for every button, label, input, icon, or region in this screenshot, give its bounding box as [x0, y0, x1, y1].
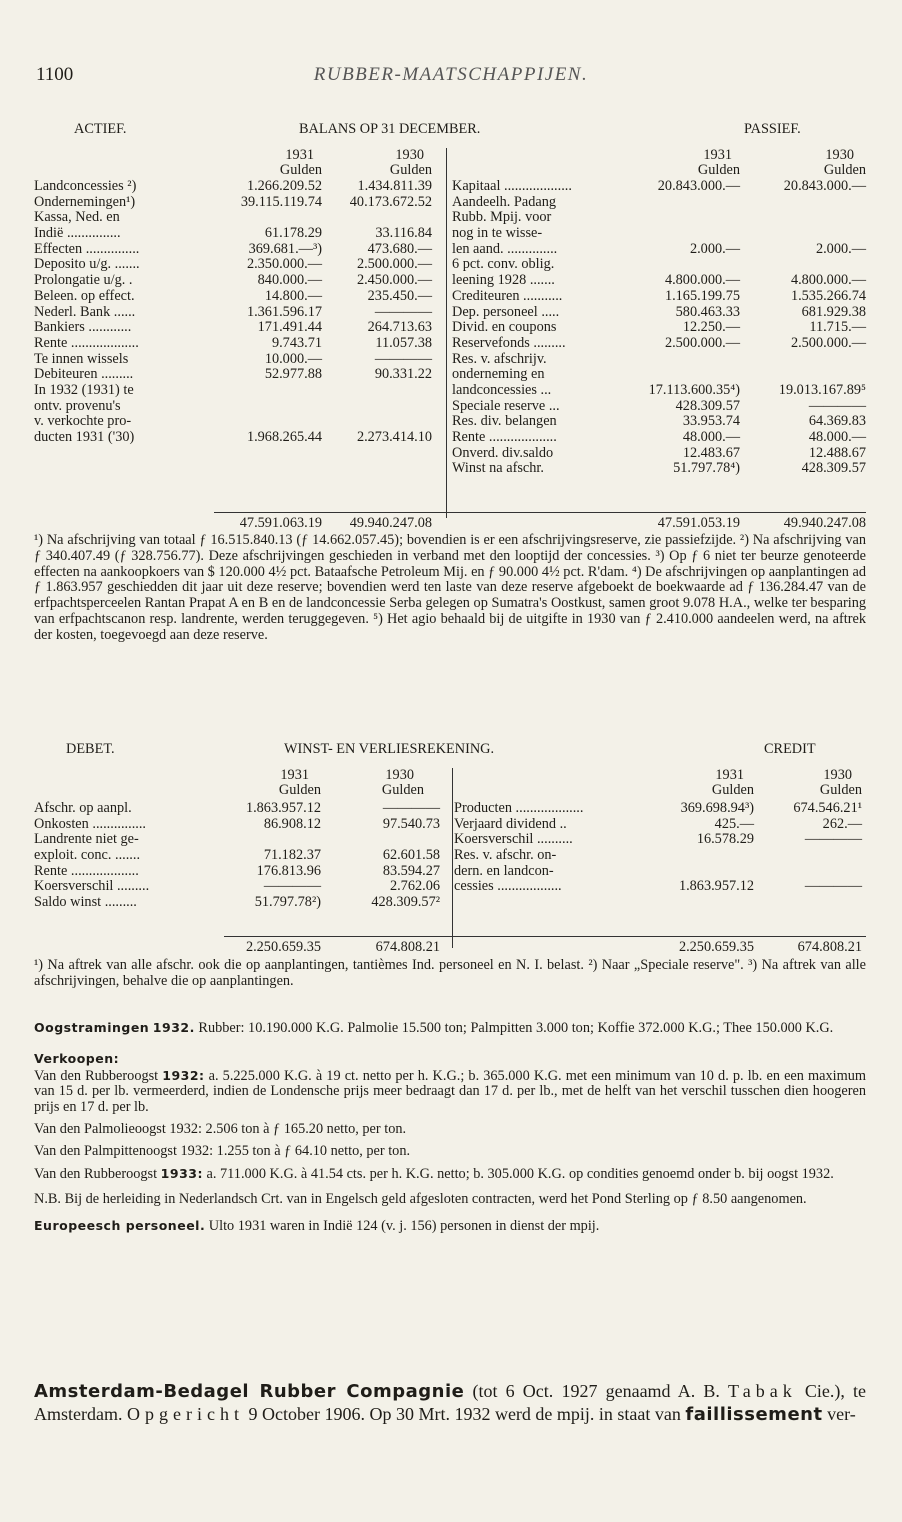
table-row [34, 879, 444, 895]
row-label: Divid. en coupons [452, 319, 557, 336]
row-label: ontv. provenu's [34, 397, 121, 414]
row-value-1930: 1.535.266.74 [790, 287, 866, 304]
balance-titles [34, 122, 866, 138]
table-row [452, 352, 866, 368]
company-text: Cie.), te Amsterdam. [34, 1381, 867, 1424]
row-value-1930: 97.540.73 [382, 815, 440, 832]
row-label: dern. en landcon- [454, 862, 554, 879]
table-row [452, 210, 866, 226]
row-label: Verjaard dividend .. [454, 815, 567, 832]
table-row [34, 352, 444, 368]
row-label: Aandeelh. Padang [452, 193, 557, 210]
row-label: Deposito u/g. ....... [34, 256, 140, 273]
row-label: Rente ................... [34, 334, 139, 351]
year-label: 1930 [823, 766, 852, 783]
table-row [34, 305, 444, 321]
table-row [34, 383, 444, 399]
sales-text: a. 5.225.000 K.G. à 19 ct. netto per h. K.G.; b. 365.000 K.G. met een minimum van 10 d. p. lb. en een maximum van 15 d. per lb. vermeerderd, indien de Londensche prijs meer bedraagt dan 17 d. per lb., met de helft van het verschil tusschen dien hoogeren prijs en 17 d. per lb. [34, 1067, 866, 1116]
row-value-1931: 16.578.29 [696, 831, 754, 848]
row-value-1930: 428.309.57² [371, 894, 440, 911]
balance-right-title: PASSIEF. [744, 121, 801, 137]
row-value-1931: 1.863.957.12 [678, 878, 754, 895]
balance-footnotes [34, 533, 866, 644]
row-label: len aand. .............. [452, 240, 558, 257]
row-label: Onkosten ............... [34, 815, 146, 832]
row-label: onderneming en [452, 366, 545, 383]
total-value: 49.940.247.08 [349, 515, 432, 531]
pl-footnotes [34, 958, 866, 990]
row-value-1931: 86.908.12 [263, 815, 321, 832]
company-text: (tot 6 Oct. 1927 genaamd A. B. [464, 1381, 729, 1401]
table-row [452, 367, 866, 383]
row-value-1931: 9.743.71 [271, 334, 322, 351]
pl-totals [34, 940, 866, 956]
pl-right-title: CREDIT [764, 741, 816, 757]
unit-label: Gulden [823, 162, 866, 179]
row-value-1931: 12.250.— [682, 319, 740, 336]
row-value-1931: 369.681.—³) [248, 240, 322, 257]
pl-titles [34, 742, 866, 758]
row-value-1931: 39.115.119.74 [240, 193, 322, 210]
personnel-text: Ulto 1931 waren in Indië 124 (v. j. 156) personen in dienst der mpij. [205, 1218, 600, 1235]
row-value-1931: 17.113.600.35⁴) [648, 381, 740, 398]
table-row [34, 210, 444, 226]
total-value: 674.808.21 [797, 939, 862, 955]
row-label: Saldo winst ......... [34, 894, 137, 911]
row-value-1931: 48.000.— [682, 429, 740, 445]
year-label: 1931 [280, 766, 309, 783]
row-value-1930: 2.450.000.— [356, 272, 432, 289]
balance-passief-rows [452, 179, 866, 477]
table-row [452, 320, 866, 336]
sales-heading: Verkoopen: [34, 1050, 120, 1066]
unit-label: Gulden [819, 782, 862, 799]
row-value-1930: 264.713.63 [367, 319, 432, 336]
table-row [454, 817, 866, 833]
table-row [454, 832, 866, 848]
row-label: Reservefonds ......... [452, 334, 566, 351]
row-label: Res. v. afschrijv. [452, 350, 547, 367]
sales-paragraph-4 [34, 1166, 866, 1183]
table-row [452, 305, 866, 321]
row-value-1931: 428.309.57 [675, 397, 740, 414]
table-row [34, 414, 444, 430]
row-value-1931: 52.977.88 [264, 366, 322, 383]
row-value-1930: 19.013.167.89⁵ [778, 381, 866, 398]
row-value-1930: ———— [374, 303, 432, 320]
harvest-text: Rubber: 10.190.000 K.G. Palmolie 15.500 ton; Palmpitten 3.000 ton; Koffie 372.000 K.G.; Thee 150.000 K.G. [194, 1020, 834, 1036]
footnote-text: ¹) Na aftrek van alle afschr. ook die op aanplantingen, tantièmes Ind. personeel en N. I. belast. ²) Naar „Speciale reserve". ³) Na aftrek van alle afschrijvingen, behalve die op aanplantingen. [34, 957, 866, 989]
unit-label: Gulden [697, 162, 740, 179]
row-value-1931: 2.350.000.— [246, 256, 322, 273]
sales-text: Van den Rubberoogst [34, 1165, 161, 1182]
table-row [34, 273, 444, 289]
row-value-1931: 840.000.— [257, 272, 322, 289]
table-row [452, 226, 866, 242]
row-value-1930: 62.601.58 [382, 847, 440, 864]
table-row [452, 336, 866, 352]
table-row [452, 289, 866, 305]
unit-label: Gulden [711, 782, 754, 799]
table-row [34, 817, 444, 833]
row-value-1930: 40.173.672.52 [349, 193, 432, 210]
balance-left-title: ACTIEF. [74, 121, 127, 137]
table-row [34, 179, 444, 195]
row-value-1930: 674.546.21¹ [793, 800, 862, 816]
total-value: 2.250.659.35 [245, 939, 321, 955]
row-value-1930: 83.594.27 [382, 862, 440, 879]
row-label: Bankiers ............ [34, 319, 132, 336]
row-label: Res. div. belangen [452, 413, 557, 430]
table-row [34, 367, 444, 383]
body-text [34, 1020, 866, 1235]
row-label: Onverd. div.saldo [452, 444, 554, 461]
row-label: Beleen. op effect. [34, 287, 135, 304]
row-value-1931: 1.361.596.17 [246, 303, 322, 320]
row-value-1931: 51.797.78⁴) [673, 460, 740, 477]
row-label: 6 pct. conv. oblig. [452, 256, 555, 273]
row-value-1930: ———— [382, 800, 440, 816]
total-value: 674.808.21 [375, 939, 440, 955]
row-label: Koersverschil ......... [34, 878, 150, 895]
balance-divider [446, 148, 447, 518]
row-value-1930: 64.369.83 [808, 413, 866, 430]
row-label: v. verkochte pro- [34, 413, 132, 430]
company-text: Tabak [728, 1381, 797, 1401]
table-row [34, 848, 444, 864]
total-value: 49.940.247.08 [783, 515, 866, 531]
sales-year: 1933: [160, 1165, 203, 1181]
table-row [34, 336, 444, 352]
row-value-1931: 176.813.96 [256, 862, 321, 879]
row-label: cessies .................. [454, 878, 562, 895]
row-value-1931: 1.968.265.44 [246, 429, 322, 445]
row-value-1930: 48.000.— [808, 429, 866, 445]
table-row [454, 879, 866, 895]
profit-loss-account [34, 742, 866, 955]
year-label: 1930 [825, 146, 854, 163]
row-label: leening 1928 ....... [452, 272, 555, 289]
unit-label: Gulden [278, 782, 321, 799]
pl-units [34, 783, 866, 799]
row-value-1931: 51.797.78²) [254, 894, 321, 911]
row-value-1931: 1.165.199.75 [664, 287, 740, 304]
company-name: Amsterdam-Bedagel Rubber Compagnie [34, 1381, 465, 1402]
row-label: Indië ............... [34, 225, 121, 242]
footnote-text: ¹) Na afschrijving van totaal ƒ 16.515.840.13 (ƒ 14.662.057.45); bovendien is er een afschrijvingsreserve, zie passiefzijde. ²) Na afschrijving van ƒ 340.407.49 (ƒ 328.756.77). Deze afschrijvingen geschieden in verband met den looptijd der concessies. ³) Op ƒ 6 niet ter beurze genoteerde effecten na aankoopkoers van $ 120.000 4½ pct. Bataafsche Petroleum Mij. en ƒ 90.000 4½ pct. R'dam. ⁴) De afschrijvingen op aanplantingen ad ƒ 1.863.957 geschiedden dit jaar uit deze reserve; bovendien werd ten laste van deze reserve afgeboekt de boekwaarde ad ƒ 136.284.47 van de erfpachtsperceelen Rantan Prapat A en B en de landconcessie Serba gelegen op Sumatra's Oostkust, samen groot 9.078 H.A., welke ter besparing van erfpachtscanon resp. landrente, werden teruggegeven. ⁵) Het agio behaald bij de uitgifte in 1930 van ƒ 2.410.000 aandeelen werd, na aftrek der kosten, toegevoegd aan deze reserve. [34, 532, 866, 643]
harvest-year: 1932. [152, 1020, 195, 1035]
row-label: Afschr. op aanpl. [34, 800, 132, 816]
row-value-1930: 1.434.811.39 [357, 178, 432, 194]
sales-heading-line [34, 1051, 866, 1068]
row-value-1931: 10.000.— [264, 350, 322, 367]
sales-paragraph-3: Van den Palmpittenoogst 1932: 1.255 ton à ƒ 64.10 netto, per ton. [34, 1142, 411, 1159]
table-row [452, 195, 866, 211]
table-row [34, 864, 444, 880]
table-row [34, 895, 444, 911]
pl-credit-rows [454, 801, 866, 895]
row-label: Landrente niet ge- [34, 831, 139, 848]
sales-text: a. 711.000 K.G. à 41.54 cts. per h. K.G. netto; b. 305.000 K.G. op condities genoemd onder b. bij oogst 1932. [202, 1165, 834, 1182]
balance-years [34, 148, 866, 164]
row-value-1930: 12.488.67 [808, 444, 866, 461]
row-value-1930: 2.000.— [815, 240, 866, 257]
row-value-1930: 2.500.000.— [790, 334, 866, 351]
row-value-1930: 2.500.000.— [356, 256, 432, 273]
row-value-1931: 71.182.37 [263, 847, 321, 864]
row-value-1930: 235.450.— [367, 287, 432, 304]
row-label: Kapitaal ................... [452, 178, 572, 194]
row-value-1930: 11.057.38 [375, 334, 432, 351]
table-row [452, 179, 866, 195]
row-value-1931: 1.266.209.52 [246, 178, 322, 194]
row-value-1931: 425.— [714, 815, 754, 832]
sales-text: Van den Rubberoogst [34, 1067, 163, 1084]
total-value: 47.591.053.19 [657, 515, 740, 531]
row-label: Winst na afschr. [452, 460, 544, 477]
row-value-1930: 2.762.06 [389, 878, 440, 895]
table-row [34, 430, 444, 446]
year-label: 1930 [395, 146, 424, 163]
personnel-heading: Europeesch personeel. [34, 1218, 206, 1234]
table-row [34, 399, 444, 415]
row-label: landconcessies ... [452, 381, 552, 398]
balance-center-title: BALANS OP 31 DECEMBER. [299, 121, 481, 137]
row-value-1931: 4.800.000.— [664, 272, 740, 289]
table-row [34, 320, 444, 336]
row-label: Rubb. Mpij. voor [452, 209, 552, 226]
row-label: Producten ................... [454, 800, 584, 816]
total-value: 47.591.063.19 [239, 515, 322, 531]
row-value-1931: 580.463.33 [675, 303, 740, 320]
row-value-1931: 1.863.957.12 [245, 800, 321, 816]
table-row [452, 446, 866, 462]
pl-left-title: DEBET. [66, 741, 115, 757]
row-value-1931: 171.491.44 [257, 319, 322, 336]
row-label: Rente ................... [34, 862, 139, 879]
table-row [34, 801, 444, 817]
table-row [34, 242, 444, 258]
running-title: RUBBER-MAATSCHAPPIJEN. [313, 64, 589, 85]
page-number: 1100 [36, 64, 74, 85]
sales-year: 1932: [162, 1067, 205, 1083]
row-value-1930: 20.843.000.— [783, 178, 866, 194]
row-value-1930: ———— [804, 878, 862, 895]
row-value-1930: ———— [808, 397, 866, 414]
company-text: faillissement [685, 1404, 823, 1425]
year-label: 1931 [285, 146, 314, 163]
row-value-1930: 681.929.38 [801, 303, 866, 320]
table-row [34, 226, 444, 242]
row-value-1930: 4.800.000.— [790, 272, 866, 289]
row-label: Debiteuren ......... [34, 366, 134, 383]
balance-total-rule [214, 512, 866, 513]
row-value-1931: 12.483.67 [682, 444, 740, 461]
sales-paragraph-1 [34, 1068, 866, 1116]
row-value-1930: 11.715.— [809, 319, 866, 336]
table-row [454, 864, 866, 880]
row-value-1930: 2.273.414.10 [356, 429, 432, 445]
row-value-1930: 33.116.84 [375, 225, 432, 242]
row-label: Prolongatie u/g. . [34, 272, 133, 289]
row-value-1931: 20.843.000.— [657, 178, 740, 194]
table-row [452, 383, 866, 399]
harvest-heading: Oogstramingen [34, 1020, 150, 1035]
table-row [34, 289, 444, 305]
table-row [34, 195, 444, 211]
table-row [452, 242, 866, 258]
table-row [452, 273, 866, 289]
pl-debet-rows [34, 801, 444, 911]
total-value: 2.250.659.35 [678, 939, 754, 955]
table-row [452, 257, 866, 273]
row-label: In 1932 (1931) te [34, 381, 134, 398]
row-value-1930: 473.680.— [367, 240, 432, 257]
row-label: ducten 1931 ('30) [34, 429, 135, 445]
company-text: Opgericht [126, 1404, 244, 1424]
page-header [36, 64, 866, 88]
table-row [454, 801, 866, 817]
row-label: Speciale reserve ... [452, 397, 560, 414]
row-label: nog in te wisse- [452, 225, 543, 242]
pl-divider [452, 768, 453, 948]
table-row [452, 461, 866, 477]
company-entry [34, 1380, 866, 1426]
row-label: Kassa, Ned. en [34, 209, 120, 226]
row-value-1930: 428.309.57 [801, 460, 866, 477]
company-text: ver- [822, 1404, 856, 1424]
row-value-1931: 2.000.— [689, 240, 740, 257]
pl-center-title: WINST- EN VERLIESREKENING. [284, 741, 495, 757]
sales-paragraph-2: Van den Palmolieoogst 1932: 2.506 ton à ƒ 165.20 netto, per ton. [34, 1120, 407, 1137]
table-row [34, 832, 444, 848]
balance-sheet [34, 122, 866, 530]
balance-totals [34, 516, 866, 532]
table-row [452, 399, 866, 415]
year-label: 1931 [715, 766, 744, 783]
unit-label: Gulden [279, 162, 322, 179]
year-label: 1930 [385, 766, 414, 783]
row-label: exploit. conc. ....... [34, 847, 141, 864]
row-value-1931: 2.500.000.— [664, 334, 740, 351]
row-label: Koersverschil .......... [454, 831, 573, 848]
row-value-1930: ———— [804, 831, 862, 848]
table-row [34, 257, 444, 273]
row-label: Nederl. Bank ...... [34, 303, 136, 320]
row-value-1930: 90.331.22 [374, 366, 432, 383]
sales-note: N.B. Bij de herleiding in Nederlandsch Crt. van in Engelsch geld afgesloten contracten, werd het Pond Sterling op ƒ 8.50 aangenomen. [34, 1191, 807, 1208]
table-row [452, 430, 866, 446]
row-value-1931: 369.698.94³) [680, 800, 754, 816]
unit-label: Gulden [389, 162, 432, 179]
row-label: Effecten ............... [34, 240, 140, 257]
row-value-1931: 61.178.29 [264, 225, 322, 242]
row-value-1931: 33.953.74 [682, 413, 740, 430]
balance-units [34, 163, 866, 179]
row-label: Res. v. afschr. on- [454, 847, 557, 864]
pl-years [34, 768, 866, 784]
row-label: Dep. personeel ..... [452, 303, 560, 320]
row-value-1931: 14.800.— [264, 287, 322, 304]
company-text: 9 October 1906. Op 30 Mrt. 1932 werd de mpij. in staat van [243, 1404, 686, 1424]
table-row [454, 848, 866, 864]
row-value-1930: 262.— [822, 815, 862, 832]
row-value-1930: ———— [374, 350, 432, 367]
row-label: Rente ................... [452, 429, 557, 445]
row-label: Landconcessies ²) [34, 178, 137, 194]
personnel-paragraph [34, 1218, 866, 1235]
row-label: Te innen wissels [34, 350, 129, 367]
pl-total-rule [224, 936, 866, 937]
table-row [452, 414, 866, 430]
year-label: 1931 [703, 146, 732, 163]
harvest-paragraph [34, 1020, 866, 1037]
unit-label: Gulden [381, 782, 424, 799]
balance-actief-rows [34, 179, 444, 446]
row-value-1931: ———— [263, 878, 321, 895]
row-label: Ondernemingen¹) [34, 193, 136, 210]
row-label: Crediteuren ........... [452, 287, 563, 304]
